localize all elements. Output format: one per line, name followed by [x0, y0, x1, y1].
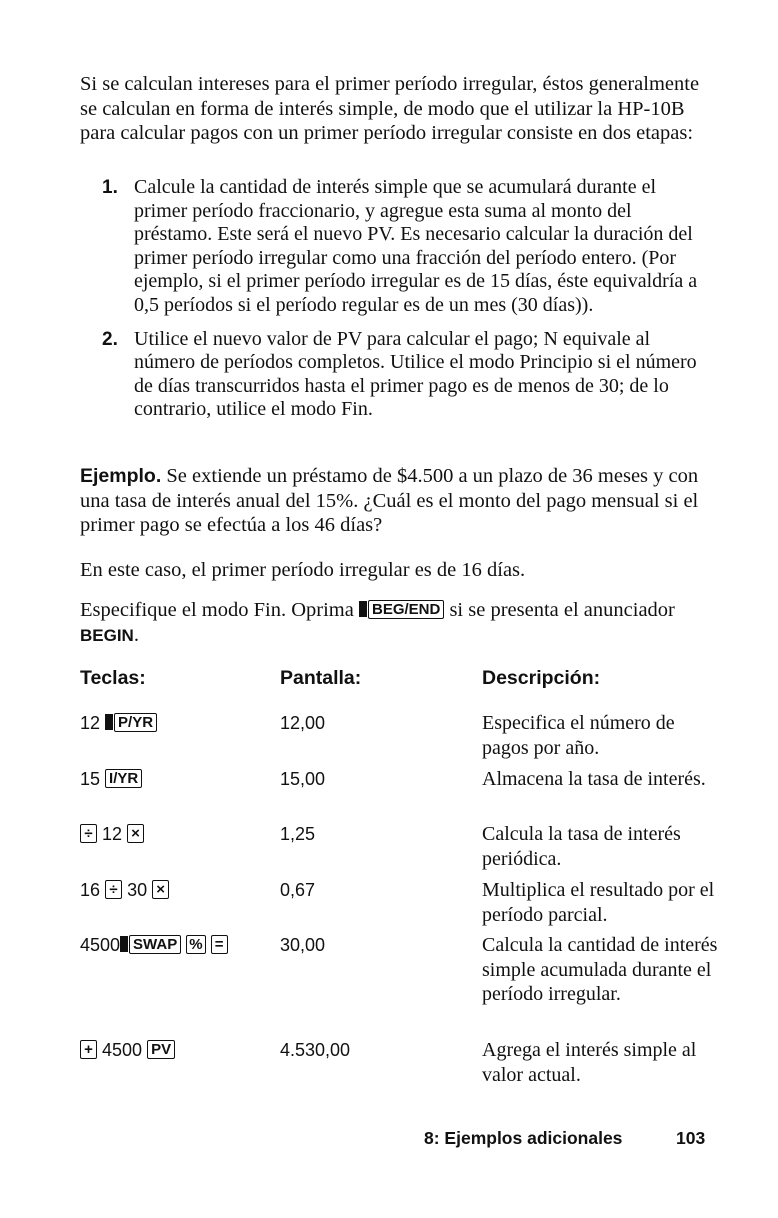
chapter-footer: 8: Ejemplos adicionales: [424, 1128, 623, 1148]
description-cell: Calcula la cantidad de interés simple acumulada durante el período irregular.: [482, 934, 718, 1005]
steps-list: [80, 176, 710, 422]
case-paragraph: En este caso, el primer período irregular es de 16 días.: [80, 559, 526, 581]
shift-key-icon: [120, 936, 128, 952]
instruction-text: .: [133, 623, 139, 646]
shift-key-icon: [359, 601, 367, 617]
display-cell: 30,00: [280, 935, 326, 955]
keys-cell: [80, 711, 157, 735]
description-cell: Multiplica el resultado por el período parcial.: [482, 879, 715, 926]
plus-key: +: [80, 1040, 97, 1059]
description-cell: Almacena la tasa de interés.: [482, 768, 706, 790]
number-entry: 15: [80, 769, 101, 789]
i-yr-key: I/YR: [105, 769, 142, 788]
step-number: 2.: [102, 328, 118, 350]
number-entry: 12: [80, 713, 101, 733]
number-entry: 4500: [102, 1040, 143, 1060]
keys-cell: [80, 767, 142, 791]
number-entry: 30: [127, 880, 148, 900]
multiply-key: ×: [127, 824, 144, 843]
step-number: 1.: [102, 177, 118, 198]
percent-key: %: [186, 935, 205, 954]
instruction-text: Especifique el modo Fin. Oprima: [80, 599, 359, 621]
page-number: 103: [676, 1128, 706, 1148]
header-keys: Teclas:: [80, 667, 146, 689]
description-cell: Agrega el interés simple al valor actual.: [482, 1039, 697, 1086]
pv-key: PV: [147, 1040, 175, 1059]
description-cell: Calcula la tasa de interés periódica.: [482, 823, 681, 870]
p-yr-key: P/YR: [114, 713, 157, 732]
keys-cell: [80, 822, 144, 846]
step-1: [80, 176, 710, 318]
beg-end-key: BEG/END: [368, 600, 444, 619]
keys-cell: [80, 933, 228, 957]
step-text: Utilice el nuevo valor de PV para calcular el pago; N equivale al número de períodos completos. Utilice el modo Principio si el número de días transcurridos hasta el primer pago es de menos de 30; de lo contrario, utilice el modo Fin.: [134, 327, 697, 421]
swap-key: SWAP: [129, 935, 181, 954]
number-entry: 4500: [80, 935, 121, 955]
display-cell: 12,00: [280, 713, 326, 733]
display-cell: 1,25: [280, 824, 316, 844]
example-label: Ejemplo.: [80, 465, 162, 487]
mode-instruction: [80, 598, 710, 648]
display-cell: 4.530,00: [280, 1040, 351, 1060]
divide-key: ÷: [105, 880, 122, 899]
display-cell: 0,67: [280, 880, 316, 900]
intro-paragraph: Si se calculan intereses para el primer período irregular, éstos generalmente se calculan en forma de interés simple, de modo que el utilizar la HP-10B para calcular pagos con un primer período irregular consiste en dos etapas:: [80, 73, 700, 144]
multiply-key: ×: [152, 880, 169, 899]
shift-key-icon: [105, 714, 113, 730]
step-2: [80, 328, 710, 422]
keys-cell: [80, 878, 169, 902]
description-cell: Especifica el número de pagos por año.: [482, 712, 675, 759]
equals-key: =: [211, 935, 228, 954]
instruction-text: si se presenta el anunciador: [444, 599, 675, 621]
step-text: Calcule la cantidad de interés simple que se acumulará durante el primer período fraccionario, y agregue esta suma al monto del préstamo. Este será el nuevo PV. Es necesario calcular la duración del primer período irregular como una fracción del período entero. (Por ejemplo, si el primer período irregular es de 15 días, éste equivaldría a 0,5 períodos si el período regular es de un mes (30 días)).: [134, 176, 698, 316]
example-text: Se extiende un préstamo de $4.500 a un plazo de 36 meses y con una tasa de interés anual del 15%. ¿Cuál es el monto del pago mensual si el primer pago se efectúa a los 46 días?: [80, 465, 699, 536]
example-paragraph: [80, 464, 710, 538]
begin-annunciator: BEGIN: [80, 625, 134, 645]
display-cell: 15,00: [280, 769, 326, 789]
divide-key: ÷: [80, 824, 97, 843]
number-entry: 16: [80, 880, 101, 900]
header-description: Descripción:: [482, 667, 601, 689]
keys-cell: [80, 1038, 175, 1062]
header-display: Pantalla:: [280, 667, 362, 689]
number-entry: 12: [102, 824, 123, 844]
